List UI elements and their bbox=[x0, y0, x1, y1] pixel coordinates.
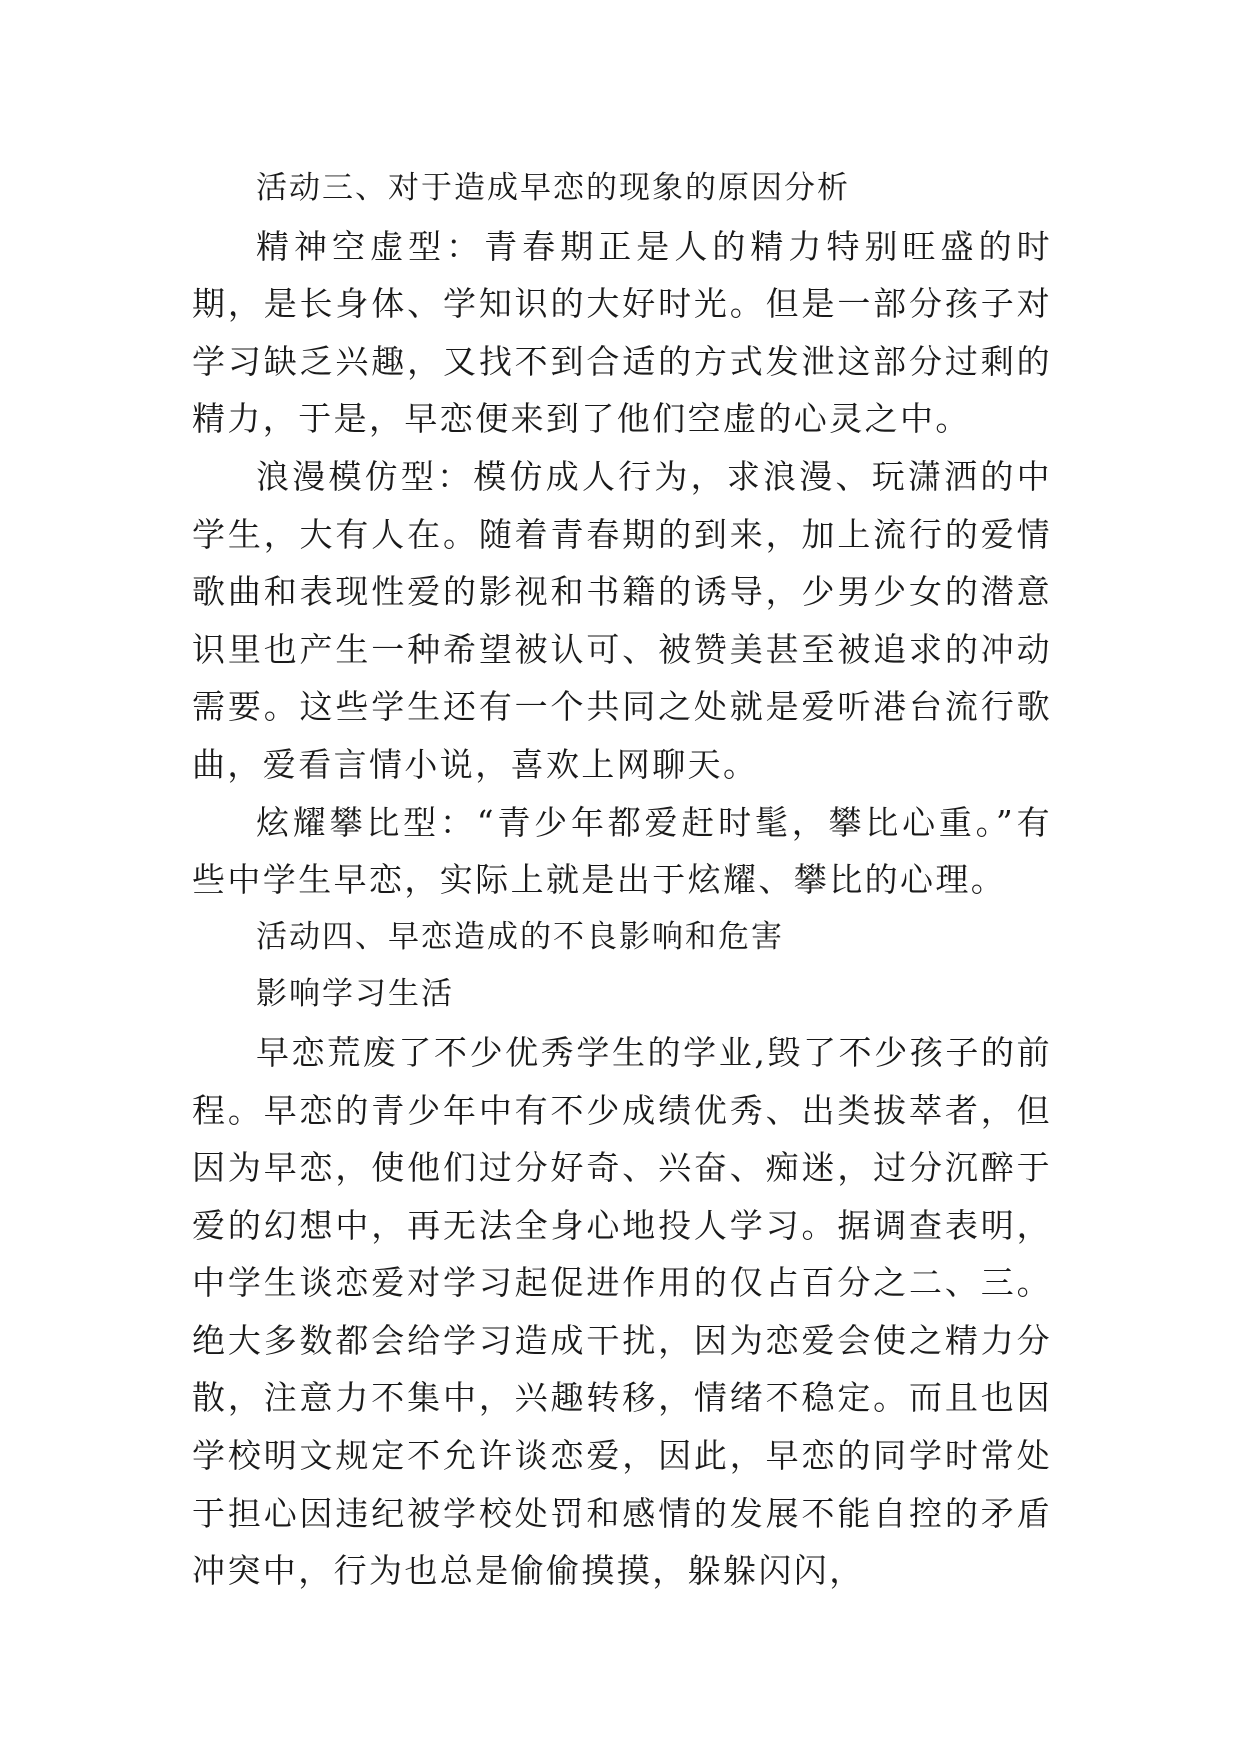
paragraph: 浪漫模仿型：模仿成人行为，求浪漫、玩潇洒的中学生，大有人在。随着青春期的到来，加上流行的爱情歌曲和表现性爱的影视和书籍的诱导，少男少女的潜意识里也产生一种希望被认可、被赞美甚至被追求的冲动需要。这些学生还有一个共同之处就是爱听港台流行歌曲，爱看言情小说，喜欢上网聊天。 bbox=[192, 456, 1052, 784]
section-heading: 活动四、早恋造成的不良影响和危害 bbox=[256, 918, 784, 955]
section-heading: 活动三、对于造成早恋的现象的原因分析 bbox=[256, 170, 850, 206]
paragraph: 精神空虚型：青春期正是人的精力特别旺盛的时期，是长身体、学知识的大好时光。但是一部分孩子对学习缺乏兴趣，又找不到合适的方式发泄这部分过剩的精力，于是，早恋便来到了他们空虚的心灵之中。 bbox=[192, 226, 1052, 439]
paragraph: 炫耀攀比型：“青少年都爱赶时髦，攀比心重。”有些中学生早恋，实际上就是出于炫耀、攀比的心理。 bbox=[192, 802, 1052, 900]
subsection-heading: 影响学习生活 bbox=[256, 976, 454, 1013]
document-body bbox=[192, 160, 1052, 1600]
paragraph: 早恋荒废了不少优秀学生的学业,毁了不少孩子的前程。早恋的青少年中有不少成绩优秀、出类拔萃者，但因为早恋，使他们过分好奇、兴奋、痴迷，过分沉醉于爱的幻想中，再无法全身心地投人学习。据调查表明，中学生谈恋爱对学习起促进作用的仅占百分之二、三。绝大多数都会给学习造成干扰，因为恋爱会使之精力分散，注意力不集中，兴趣转移，情绪不稳定。而且也因学校明文规定不允许谈恋爱，因此，早恋的同学时常处于担心因违纪被学校处罚和感情的发展不能自控的矛盾冲突中，行为也总是偷偷摸摸，躲躲闪闪， bbox=[192, 1032, 1052, 1591]
